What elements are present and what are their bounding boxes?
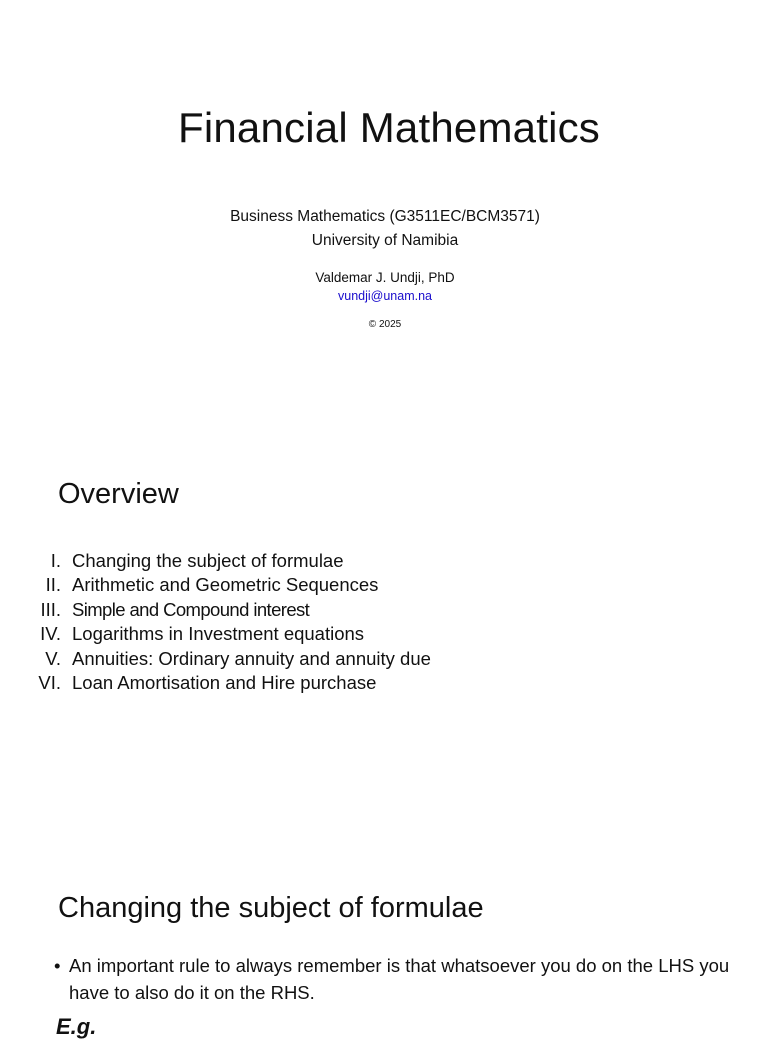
university-name: University of Namibia bbox=[311, 232, 459, 249]
author-name: Valdemar J. Undji, PhD bbox=[315, 270, 455, 285]
list-item bbox=[0, 622, 768, 646]
page-title: Financial Mathematics bbox=[177, 104, 601, 151]
example-label: E.g. bbox=[56, 1014, 97, 1039]
list-item-number: I. bbox=[50, 550, 61, 571]
bullet-text: An important rule to always remember is that whatsoever you do on the LHS you have to also do it on the RHS. bbox=[69, 955, 730, 1003]
list-item-number: III. bbox=[40, 598, 61, 620]
list-item-number: II. bbox=[45, 574, 61, 596]
formula-slide bbox=[0, 860, 768, 1039]
list-item-number: IV. bbox=[40, 623, 61, 645]
list-item bbox=[0, 647, 768, 671]
title-slide bbox=[0, 0, 768, 440]
overview-list bbox=[0, 549, 768, 695]
overview-heading: Overview bbox=[58, 478, 179, 510]
course-name: Business Mathematics (G3511EC/BCM3571) bbox=[230, 208, 540, 225]
list-item-number: V. bbox=[45, 647, 61, 669]
bullet-point bbox=[54, 952, 744, 1006]
list-item-number: VI. bbox=[38, 671, 61, 693]
formula-heading: Changing the subject of formulae bbox=[58, 892, 484, 924]
list-item-label: Arithmetic and Geometric Sequences bbox=[72, 574, 379, 596]
list-item bbox=[0, 671, 768, 695]
bullet-icon: • bbox=[54, 955, 61, 976]
author-email bbox=[0, 289, 770, 303]
list-item bbox=[0, 549, 768, 573]
list-item-label: Loan Amortisation and Hire purchase bbox=[72, 671, 377, 693]
list-item-label: Annuities: Ordinary annuity and annuity due bbox=[72, 647, 431, 669]
list-item-label: Logarithms in Investment equations bbox=[72, 623, 365, 645]
email-link[interactable]: vundji@unam.na bbox=[338, 289, 432, 303]
copyright-notice: © 2025 bbox=[368, 319, 402, 330]
list-item-label: Changing the subject of formulae bbox=[72, 550, 344, 571]
list-item-label: Simple and Compound interest bbox=[72, 598, 310, 620]
overview-slide bbox=[0, 440, 768, 860]
list-item bbox=[0, 573, 768, 597]
list-item bbox=[0, 598, 768, 622]
